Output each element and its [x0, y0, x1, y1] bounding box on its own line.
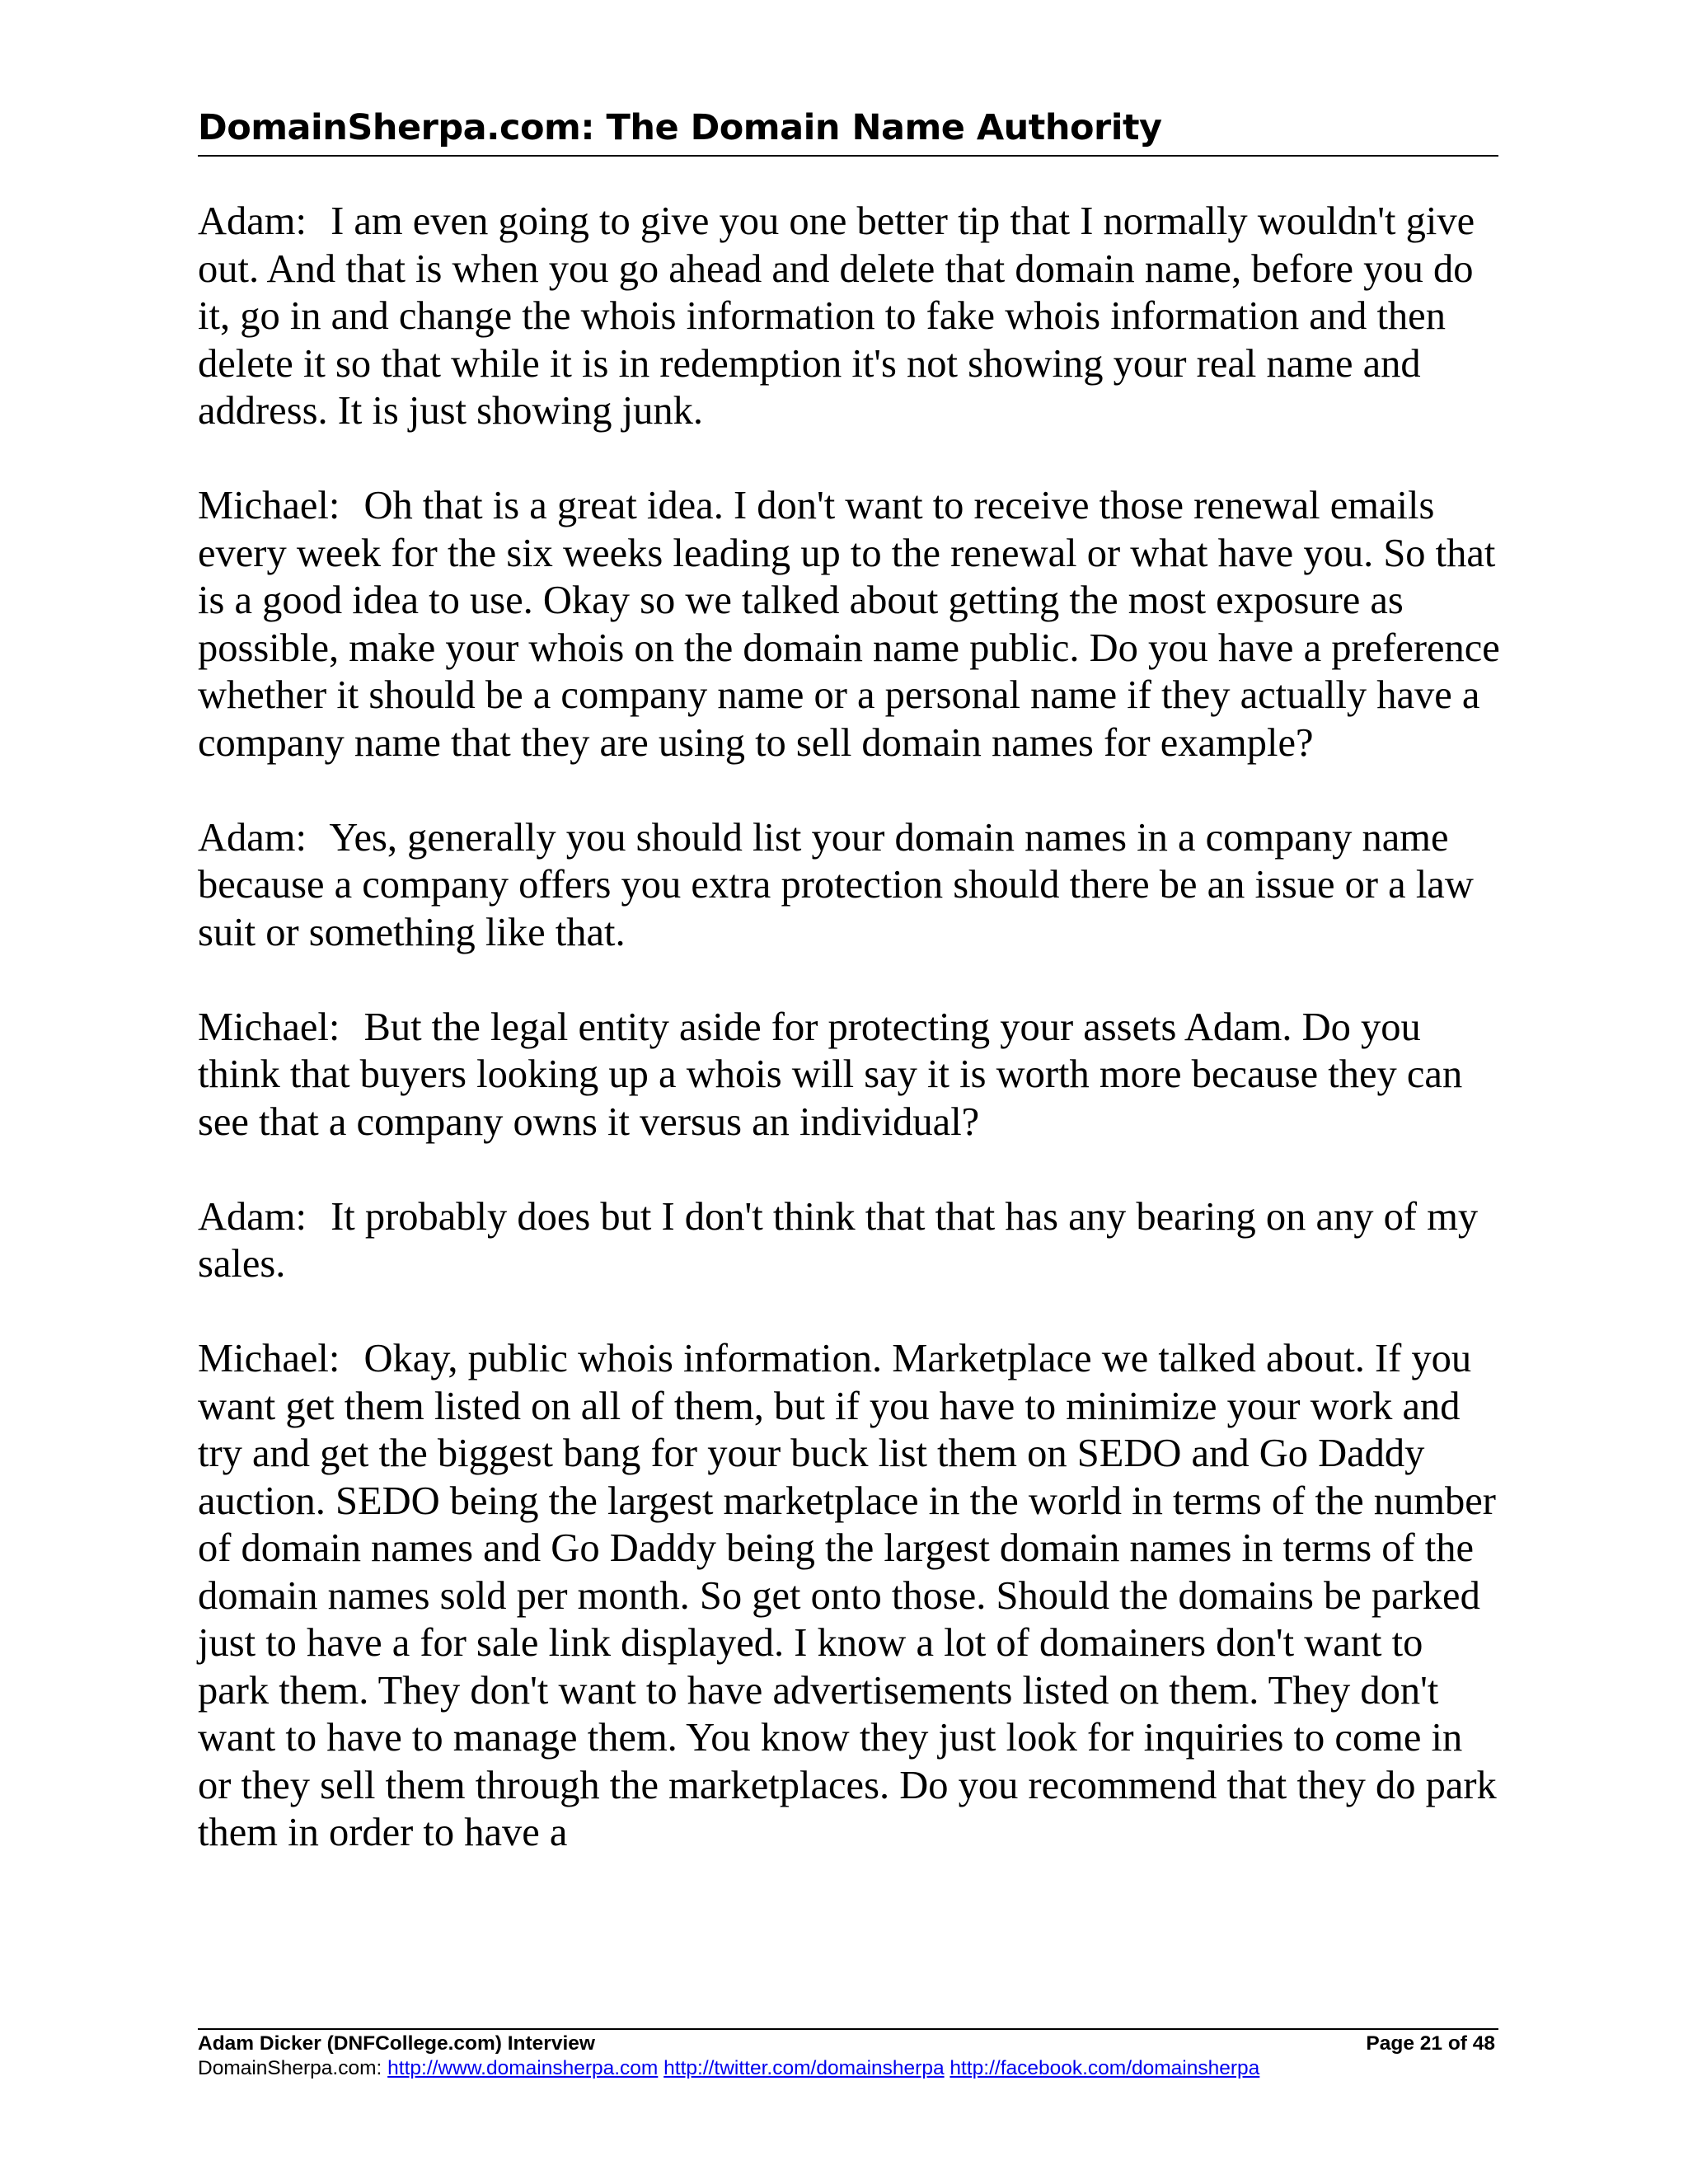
- footer-page-number: Page 21 of 48: [1366, 2032, 1495, 2055]
- paragraph-text: Oh that is a great idea. I don't want to receive those renewal emails every week for the six weeks leading up to the renewal or what have you. So that is a good idea to use. Okay so we talked about getting the most exposure as possible, make your whois on the domain name public. Do you have a preference whether it should be a company name or a personal name if they actually have a company name that they are using to sell domain names for example?: [198, 484, 1500, 765]
- paragraph-text: Yes, generally you should list your domain names in a company name because a company offers you extra protection should there be an issue or a law suit or something like that.: [198, 815, 1474, 954]
- transcript-paragraph: [198, 814, 1500, 957]
- speaker-label: Adam:: [198, 1194, 307, 1239]
- footer-site-label: DomainSherpa.com:: [198, 2057, 382, 2079]
- footer-link-facebook[interactable]: http://facebook.com/domainsherpa: [950, 2057, 1260, 2079]
- speaker-label: Michael:: [198, 1005, 340, 1049]
- footer-link-website[interactable]: http://www.domainsherpa.com: [387, 2057, 659, 2079]
- speaker-label: Adam:: [198, 815, 307, 860]
- speaker-label: Michael:: [198, 484, 340, 527]
- transcript-paragraph: [198, 482, 1500, 766]
- transcript-paragraph: [198, 1335, 1500, 1857]
- paragraph-text: But the legal entity aside for protecting your assets Adam. Do you think that buyers looking up a whois will say it is worth more because they can see that a company owns it versus an individual?: [198, 1005, 1463, 1144]
- transcript-paragraph: [198, 198, 1500, 435]
- page-header: [198, 102, 1498, 157]
- footer-interview-title: Adam Dicker (DNFCollege.com) Interview: [198, 2032, 595, 2055]
- transcript-paragraph: [198, 1004, 1500, 1146]
- page-header-title: DomainSherpa.com: The Domain Name Authority: [198, 107, 1162, 148]
- footer-top-row: [198, 2032, 1498, 2056]
- paragraph-text: Okay, public whois information. Marketplace we talked about. If you want get them listed on all of them, but if you have to minimize your work and try and get the biggest bang for your buck list them on SEDO and Go Daddy auction. SEDO being the largest marketplace in the world in terms of the number of domain names and Go Daddy being the largest domain names in terms of the domain names sold per month. So get onto those. Should the domains be parked just to have a for sale link displayed. I know a lot of domainers don't want to park them. They don't want to have advertisements listed on them. They don't want to have to manage them. You know they just look for inquiries to come in or they sell them through the marketplaces. Do you recommend that they do park them in order to have a: [198, 1337, 1497, 1854]
- paragraph-text: I am even going to give you one better tip that I normally wouldn't give out. And that is when you go ahead and delete that domain name, before you do it, go in and change the whois information to fake whois information and then delete it so that while it is in redemption it's not showing your real name and address. It is just showing junk.: [198, 199, 1475, 433]
- transcript-paragraph: [198, 1193, 1500, 1288]
- transcript-body: [198, 198, 1500, 1904]
- footer-links-row: [198, 2056, 1498, 2081]
- speaker-label: Adam:: [198, 199, 307, 243]
- footer-link-twitter[interactable]: http://twitter.com/domainsherpa: [663, 2057, 945, 2079]
- speaker-label: Michael:: [198, 1337, 340, 1380]
- page-footer: [198, 2028, 1498, 2081]
- paragraph-text: It probably does but I don't think that that has any bearing on any of my sales.: [198, 1194, 1479, 1286]
